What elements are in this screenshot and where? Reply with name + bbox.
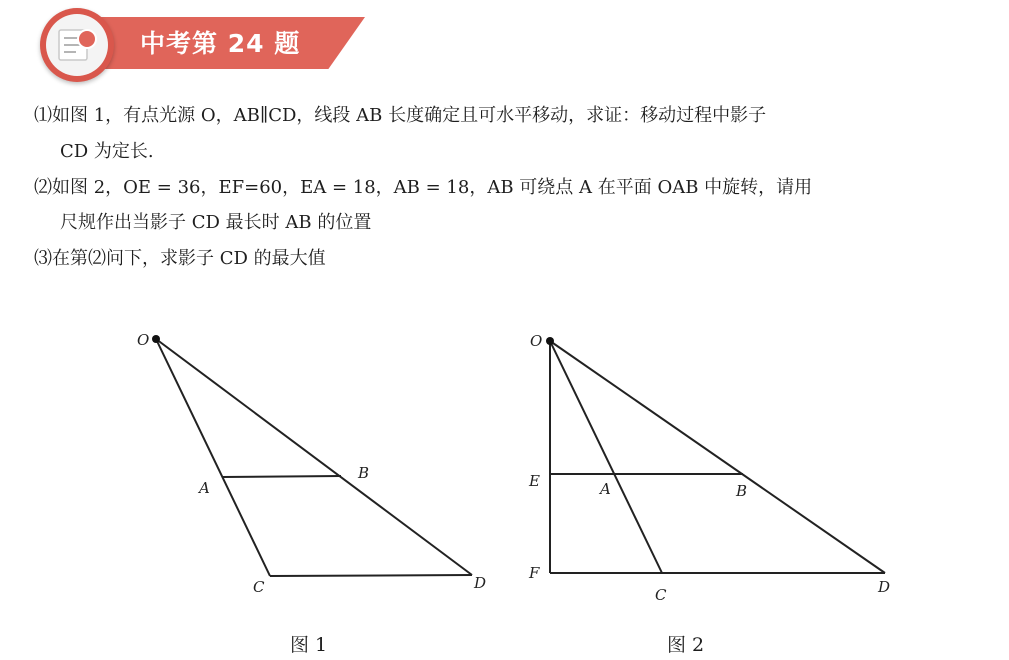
fig1-label-b: B <box>358 464 370 482</box>
fig2-label-f: F <box>529 564 540 582</box>
problem-line-3: ⑵如图 2，OE = 36，EF=60，EA = 18，AB = 18，AB 可绕点 A 在平面 OAB 中旋转，请用 <box>34 177 813 198</box>
fig1-segment-cd <box>270 575 472 576</box>
fig1-point-o <box>152 335 160 343</box>
figure-2-caption: 图 2 <box>667 634 705 656</box>
fig2-point-o <box>546 337 554 345</box>
fig2-label-o: O <box>530 332 543 350</box>
fig1-line-od <box>156 339 472 575</box>
fig2-label-d: D <box>878 578 891 596</box>
fig2-label-a: A <box>600 480 611 498</box>
problem-line-5: ⑶在第⑵问下，求影子 CD 的最大值 <box>34 248 326 269</box>
fig2-label-e: E <box>529 472 540 490</box>
fig1-label-d: D <box>474 574 487 592</box>
fig2-label-b: B <box>736 482 748 500</box>
problem-title: 中考第 24 题 <box>140 29 301 58</box>
problem-line-1: ⑴如图 1，有点光源 O，AB∥CD，线段 AB 长度确定且可水平移动，求证：移动过程中影子 <box>34 105 767 126</box>
fig1-label-o: O <box>137 331 150 349</box>
fig1-line-oc <box>156 339 270 576</box>
fig2-line-od <box>550 341 885 573</box>
fig1-label-c: C <box>253 578 265 596</box>
fig1-segment-ab <box>222 476 341 477</box>
figure-1-caption: 图 1 <box>290 634 328 656</box>
problem-line-4: 尺规作出当影子 CD 最长时 AB 的位置 <box>60 212 372 233</box>
fig1-label-a: A <box>199 479 210 497</box>
fig2-label-c: C <box>655 586 667 604</box>
fig2-line-oc <box>550 341 662 573</box>
problem-line-2: CD 为定长. <box>60 141 154 162</box>
